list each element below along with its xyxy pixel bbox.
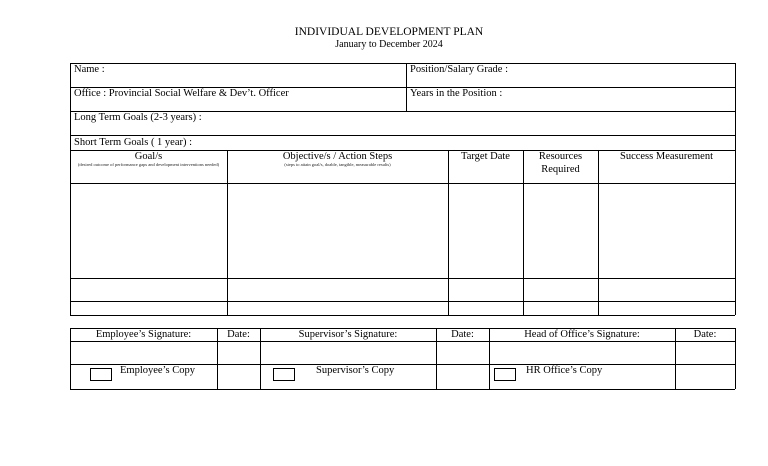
date-label: Date: [693, 329, 717, 340]
head-signature-cell[interactable] [490, 342, 675, 364]
employee-copy-checkbox[interactable] [90, 368, 112, 381]
objectives-column-note: (steps to attain goal/s, doable, tangible, measurable results) [284, 162, 391, 167]
target-date-cell[interactable] [449, 184, 523, 278]
goals-cell[interactable] [71, 184, 227, 278]
objectives-cell[interactable] [228, 184, 448, 278]
form-border-bottom [70, 315, 735, 316]
form-border-right [735, 63, 736, 315]
signature-border-bottom [70, 389, 735, 390]
hr-copy-checkbox[interactable] [494, 368, 516, 381]
supervisor-signature-cell[interactable] [261, 342, 436, 364]
employee-copy-label: Employee’s Copy [120, 365, 195, 376]
signature-border-right [735, 328, 736, 389]
employee-signature-cell[interactable] [71, 342, 217, 364]
success-measurement-column-header: Success Measurement [619, 151, 713, 162]
head-date-cell[interactable] [676, 342, 735, 364]
supervisor-copy-label: Supervisor’s Copy [316, 365, 395, 376]
employee-date-cell[interactable] [218, 342, 260, 364]
row-divider [70, 278, 735, 279]
date-label: Date: [451, 329, 474, 340]
form-border-top [70, 63, 735, 64]
info-column-divider [406, 63, 407, 111]
employee-signature-label: Employee’s Signature: [95, 329, 192, 340]
success-measurement-cell[interactable] [599, 184, 735, 278]
office-field[interactable]: Office : Provincial Social Welfare & Dev’t. Officer [74, 88, 289, 99]
target-date-column-header: Target Date [461, 151, 510, 162]
date-label: Date: [227, 329, 250, 340]
row-divider [70, 301, 735, 302]
long-term-goals-field[interactable]: Long Term Goals (2-3 years) : [74, 112, 202, 123]
row-divider [70, 135, 735, 136]
supervisor-signature-label: Supervisor’s Signature: [298, 329, 398, 340]
resources-cell[interactable] [524, 184, 598, 278]
document-title: INDIVIDUAL DEVELOPMENT PLAN [294, 26, 484, 38]
head-signature-label: Head of Office’s Signature: [524, 329, 640, 340]
position-field[interactable]: Position/Salary Grade : [410, 64, 508, 75]
years-in-position-field[interactable]: Years in the Position : [410, 88, 503, 99]
supervisor-copy-checkbox[interactable] [273, 368, 295, 381]
goals-column-note: (desired outcome of performance gaps and development interventions needed) [77, 162, 220, 167]
short-term-goals-field[interactable]: Short Term Goals ( 1 year) : [74, 137, 193, 148]
name-field[interactable]: Name : [74, 64, 105, 75]
hr-copy-label: HR Office’s Copy [526, 365, 603, 376]
goals-column-header: Goal/s [134, 151, 163, 162]
supervisor-date-cell[interactable] [437, 342, 489, 364]
resources-column-header: Resources Required [538, 151, 583, 175]
document-period: January to December 2024 [335, 39, 443, 50]
objectives-column-header: Objective/s / Action Steps [282, 151, 393, 162]
